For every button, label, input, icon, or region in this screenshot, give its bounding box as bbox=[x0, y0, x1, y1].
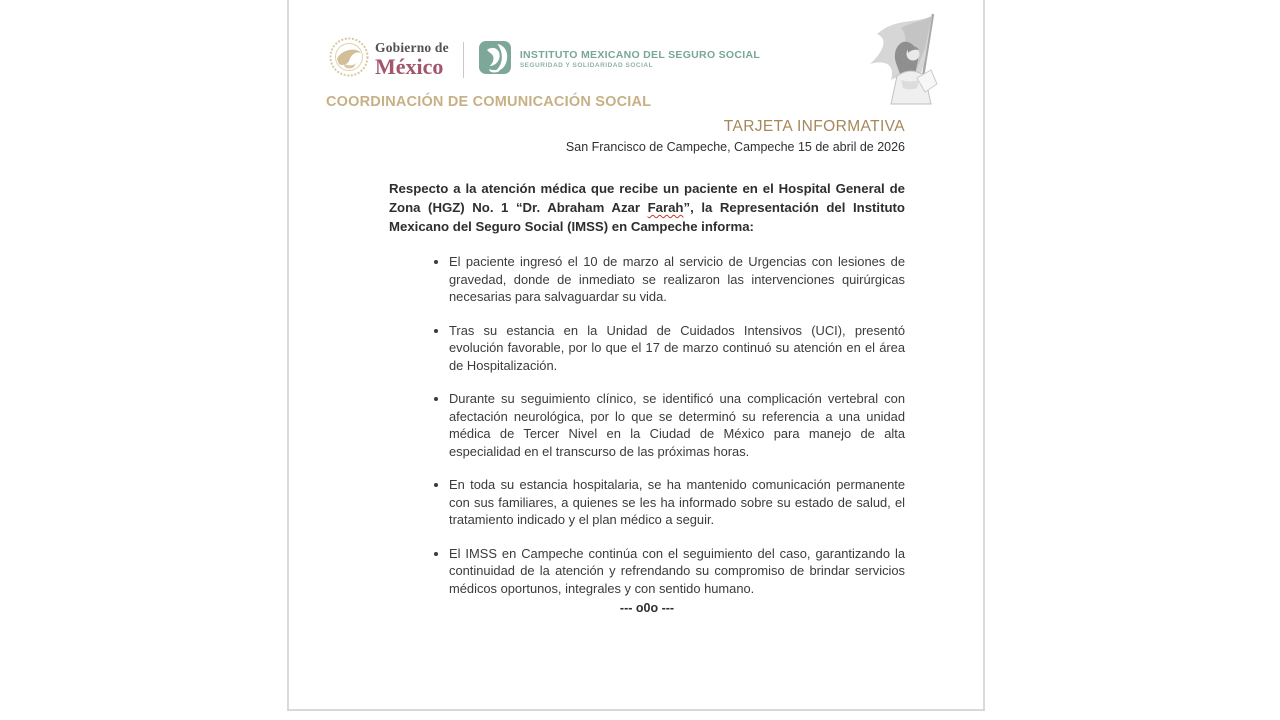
bullet-text: En toda su estancia hospitalaria, se ha mantenido comunicación permanente con sus familiares, a quienes se les ha informado sobre su estado de salud, el tratamiento indicado y el plan médico a seguir. bbox=[449, 477, 905, 527]
imss-wordmark-name: INSTITUTO MEXICANO DEL SEGURO SOCIAL bbox=[519, 48, 761, 61]
imss-wordmark bbox=[520, 49, 760, 70]
intro-misspelled-word: Farah bbox=[647, 200, 684, 215]
closing-marker: --- o0o --- bbox=[619, 601, 675, 615]
gobierno-wordmark-line2: México bbox=[375, 53, 444, 79]
gobierno-wordmark-line1: Gobierno de bbox=[375, 40, 449, 56]
gobierno-wordmark bbox=[375, 41, 449, 78]
imss-logo-icon bbox=[478, 40, 512, 80]
title-block bbox=[389, 118, 905, 154]
header-logos bbox=[329, 36, 760, 83]
bullet-item bbox=[449, 476, 905, 529]
intro-text-part2: ”, la Representación del Instituto Mexicano del Seguro Social (IMSS) en Campeche informa: bbox=[389, 200, 905, 234]
bullet-item bbox=[449, 322, 905, 375]
gobierno-de-mexico-seal-icon bbox=[329, 36, 369, 83]
bullet-item bbox=[449, 253, 905, 306]
imss-wordmark-tagline: SEGURIDAD Y SOLIDARIDAD SOCIAL bbox=[519, 62, 654, 70]
bullet-text: Durante su seguimiento clínico, se identificó una complicación vertebral con afectación neurológica, por lo que se determinó su referencia a una unidad médica de Tercer Nivel en la Ciudad de México para manejo de alta especialidad en el transcurso de las próximas horas. bbox=[449, 391, 905, 459]
logo-divider bbox=[463, 42, 464, 78]
bullet-item bbox=[449, 545, 905, 598]
bullet-list bbox=[389, 253, 905, 597]
department-heading: COORDINACIÓN DE COMUNICACIÓN SOCIAL bbox=[326, 94, 652, 110]
intro-text-part1: Respecto a la atención médica que recibe un paciente en el Hospital General de Zona (HGZ) No. 1 “Dr. Abraham Azar bbox=[389, 181, 905, 215]
bullet-item bbox=[449, 390, 905, 460]
document-title: TARJETA INFORMATIVA bbox=[723, 118, 905, 135]
document-body bbox=[389, 179, 905, 615]
document-page bbox=[287, 0, 985, 711]
bullet-text: El paciente ingresó el 10 de marzo al servicio de Urgencias con lesiones de gravedad, donde de inmediato se realizaron las intervenciones quirúrgicas necesarias para salvaguardar su vida. bbox=[449, 254, 905, 304]
woman-with-flag-illustration bbox=[861, 8, 951, 111]
intro-paragraph bbox=[389, 179, 905, 236]
dateline: San Francisco de Campeche, Campeche 15 de abril de 2026 bbox=[565, 140, 905, 154]
bullet-text: El IMSS en Campeche continúa con el seguimiento del caso, garantizando la continuidad de la atención y refrendando su compromiso de brindar servicios médicos oportunos, integrales y con sentido humano. bbox=[449, 545, 905, 596]
bullet-text: Tras su estancia en la Unidad de Cuidados Intensivos (UCI), presentó evolución favorable, por lo que el 17 de marzo continuó su atención en el área de Hospitalización. bbox=[449, 322, 905, 373]
